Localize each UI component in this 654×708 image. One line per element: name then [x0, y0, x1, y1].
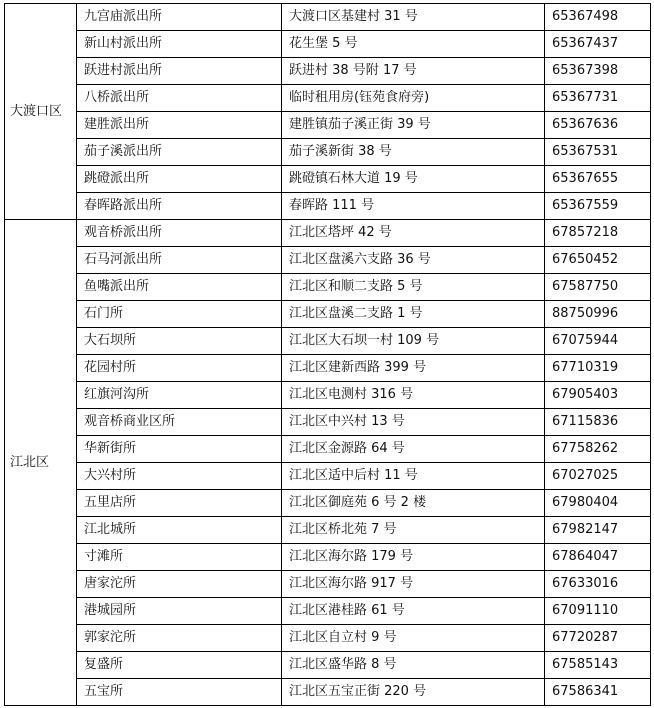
- table-row: [5, 544, 651, 571]
- district-cell: 大渡口区: [5, 4, 77, 220]
- phone-cell: 65367437: [545, 31, 651, 58]
- address-cell: 建胜镇茄子溪正街 39 号: [282, 112, 545, 139]
- phone-cell: 67857218: [545, 220, 651, 247]
- station-name-cell: 八桥派出所: [77, 85, 282, 112]
- phone-cell: 65367531: [545, 139, 651, 166]
- phone-cell: 67650452: [545, 247, 651, 274]
- station-name-cell: 九宫庙派出所: [77, 4, 282, 31]
- phone-cell: 67027025: [545, 463, 651, 490]
- phone-cell: 67720287: [545, 625, 651, 652]
- address-cell: 江北区盘溪六支路 36 号: [282, 247, 545, 274]
- phone-cell: 67115836: [545, 409, 651, 436]
- station-name-cell: 红旗河沟所: [77, 382, 282, 409]
- station-name-cell: 茄子溪派出所: [77, 139, 282, 166]
- station-name-cell: 跃进村派出所: [77, 58, 282, 85]
- police-station-table: [4, 3, 651, 706]
- table-row: [5, 31, 651, 58]
- station-name-cell: 石马河派出所: [77, 247, 282, 274]
- address-cell: 江北区桥北苑 7 号: [282, 517, 545, 544]
- address-cell: 江北区建新西路 399 号: [282, 355, 545, 382]
- table-row: [5, 652, 651, 679]
- address-cell: 江北区适中后村 11 号: [282, 463, 545, 490]
- phone-cell: 67091110: [545, 598, 651, 625]
- table-row: [5, 139, 651, 166]
- address-cell: 江北区塔坪 42 号: [282, 220, 545, 247]
- phone-cell: 65367559: [545, 193, 651, 220]
- station-name-cell: 跳磴派出所: [77, 166, 282, 193]
- table-row: [5, 355, 651, 382]
- station-name-cell: 五宝所: [77, 679, 282, 706]
- table-row: [5, 436, 651, 463]
- address-cell: 江北区和顺二支路 5 号: [282, 274, 545, 301]
- address-cell: 江北区中兴村 13 号: [282, 409, 545, 436]
- station-name-cell: 华新街所: [77, 436, 282, 463]
- phone-cell: 67980404: [545, 490, 651, 517]
- phone-cell: 65367398: [545, 58, 651, 85]
- table-row: [5, 220, 651, 247]
- phone-cell: 67864047: [545, 544, 651, 571]
- phone-cell: 67710319: [545, 355, 651, 382]
- address-cell: 临时租用房(钰苑食府旁): [282, 85, 545, 112]
- station-name-cell: 唐家沱所: [77, 571, 282, 598]
- table-row: [5, 85, 651, 112]
- address-cell: 江北区大石坝一村 109 号: [282, 328, 545, 355]
- address-cell: 江北区御庭苑 6 号 2 楼: [282, 490, 545, 517]
- station-name-cell: 春晖路派出所: [77, 193, 282, 220]
- phone-cell: 67075944: [545, 328, 651, 355]
- table-row: [5, 166, 651, 193]
- phone-cell: 65367636: [545, 112, 651, 139]
- table-row: [5, 517, 651, 544]
- phone-cell: 67905403: [545, 382, 651, 409]
- address-cell: 跳磴镇石林大道 19 号: [282, 166, 545, 193]
- phone-cell: 67758262: [545, 436, 651, 463]
- address-cell: 江北区自立村 9 号: [282, 625, 545, 652]
- table-row: [5, 625, 651, 652]
- phone-cell: 67633016: [545, 571, 651, 598]
- table-row: [5, 193, 651, 220]
- address-cell: 江北区五宝正街 220 号: [282, 679, 545, 706]
- address-cell: 江北区盛华路 8 号: [282, 652, 545, 679]
- phone-cell: 67982147: [545, 517, 651, 544]
- table-row: [5, 382, 651, 409]
- address-cell: 江北区海尔路 179 号: [282, 544, 545, 571]
- address-cell: 江北区港桂路 61 号: [282, 598, 545, 625]
- table-row: [5, 409, 651, 436]
- station-name-cell: 建胜派出所: [77, 112, 282, 139]
- address-cell: 春晖路 111 号: [282, 193, 545, 220]
- table-row: [5, 58, 651, 85]
- phone-cell: 67586341: [545, 679, 651, 706]
- station-name-cell: 石门所: [77, 301, 282, 328]
- station-name-cell: 复盛所: [77, 652, 282, 679]
- station-name-cell: 港城园所: [77, 598, 282, 625]
- table-body: [5, 4, 651, 706]
- table-row: [5, 490, 651, 517]
- phone-cell: 67585143: [545, 652, 651, 679]
- table-row: [5, 4, 651, 31]
- district-cell: 江北区: [5, 220, 77, 706]
- table-row: [5, 112, 651, 139]
- station-name-cell: 花园村所: [77, 355, 282, 382]
- station-name-cell: 郭家沱所: [77, 625, 282, 652]
- station-name-cell: 寸滩所: [77, 544, 282, 571]
- phone-cell: 65367655: [545, 166, 651, 193]
- phone-cell: 65367731: [545, 85, 651, 112]
- address-cell: 茄子溪新街 38 号: [282, 139, 545, 166]
- station-name-cell: 新山村派出所: [77, 31, 282, 58]
- address-cell: 江北区电测村 316 号: [282, 382, 545, 409]
- station-name-cell: 大石坝所: [77, 328, 282, 355]
- table-row: [5, 679, 651, 706]
- station-name-cell: 大兴村所: [77, 463, 282, 490]
- address-cell: 江北区金源路 64 号: [282, 436, 545, 463]
- phone-cell: 65367498: [545, 4, 651, 31]
- station-name-cell: 观音桥商业区所: [77, 409, 282, 436]
- station-name-cell: 五里店所: [77, 490, 282, 517]
- phone-cell: 67587750: [545, 274, 651, 301]
- table-row: [5, 571, 651, 598]
- station-name-cell: 江北城所: [77, 517, 282, 544]
- phone-cell: 88750996: [545, 301, 651, 328]
- address-cell: 江北区盘溪二支路 1 号: [282, 301, 545, 328]
- station-name-cell: 鱼嘴派出所: [77, 274, 282, 301]
- table-row: [5, 247, 651, 274]
- table-row: [5, 274, 651, 301]
- table-row: [5, 598, 651, 625]
- station-name-cell: 观音桥派出所: [77, 220, 282, 247]
- address-cell: 江北区海尔路 917 号: [282, 571, 545, 598]
- address-cell: 花生堡 5 号: [282, 31, 545, 58]
- table-row: [5, 301, 651, 328]
- address-cell: 跃进村 38 号附 17 号: [282, 58, 545, 85]
- table-row: [5, 463, 651, 490]
- address-cell: 大渡口区基建村 31 号: [282, 4, 545, 31]
- table-row: [5, 328, 651, 355]
